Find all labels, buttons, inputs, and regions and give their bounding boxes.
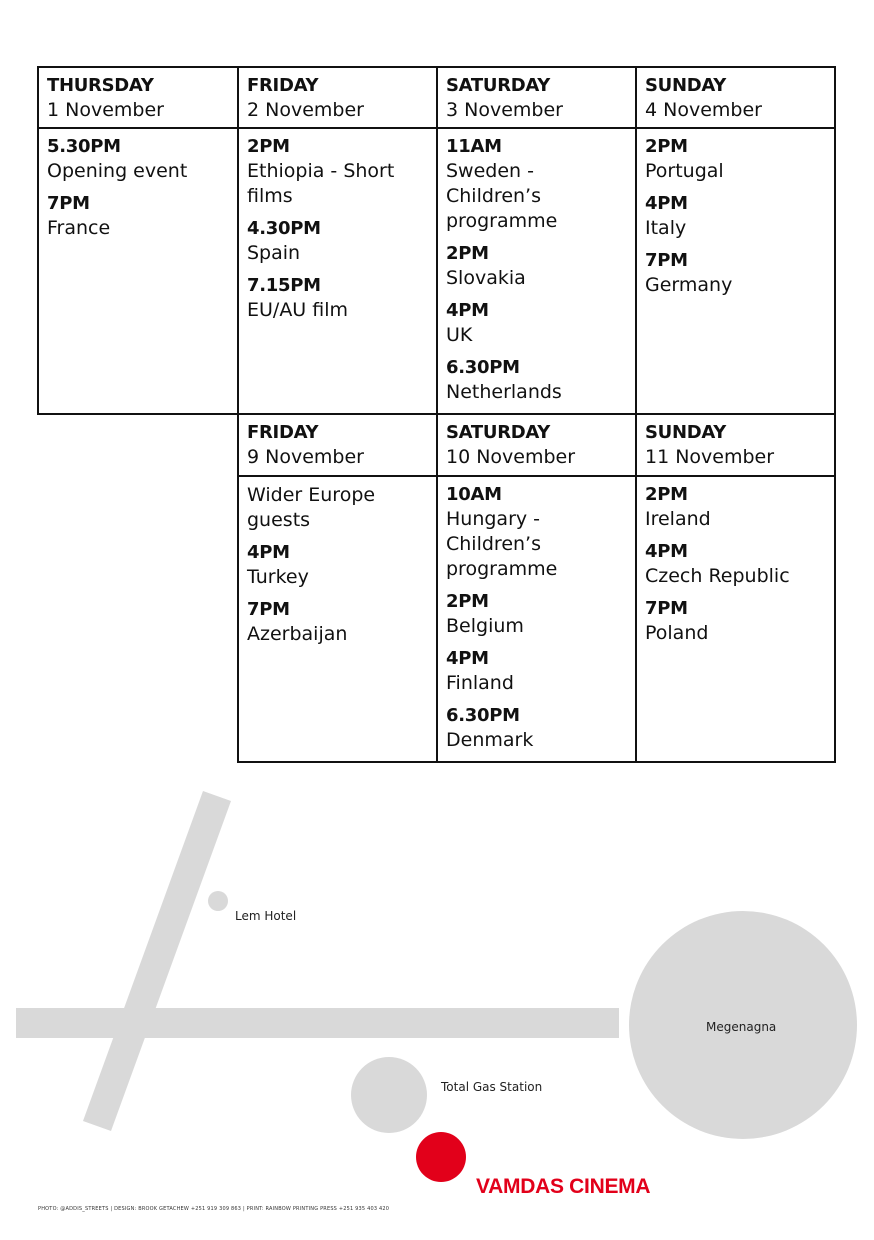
event-time: 7PM — [247, 599, 290, 620]
event-title: Turkey — [247, 566, 309, 588]
gas-station-label: Total Gas Station — [441, 1080, 543, 1094]
event-title: Hungary - Children’s programme — [446, 508, 558, 580]
event-time: 4PM — [645, 541, 688, 562]
event-time: 2PM — [645, 136, 688, 157]
lem-hotel-label: Lem Hotel — [235, 909, 297, 923]
event-time: 5.30PM — [47, 136, 121, 157]
gas-station-marker — [351, 1057, 427, 1133]
day-name: SUNDAY — [645, 75, 727, 96]
event-title: Opening event — [47, 160, 188, 182]
megenagna-label: Megenagna — [706, 1020, 777, 1034]
event-title: Denmark — [446, 729, 534, 751]
event-title: UK — [446, 324, 473, 346]
event-title: Ethiopia - Short films — [247, 160, 395, 207]
event-time: 6.30PM — [446, 357, 520, 378]
day-name: SATURDAY — [446, 422, 551, 443]
event-time: 7PM — [645, 250, 688, 271]
event-time: 7.15PM — [247, 275, 321, 296]
event-title: Italy — [645, 217, 687, 239]
diagonal-road — [83, 791, 231, 1131]
event-time: 10AM — [446, 484, 502, 505]
day-date: 1 November — [47, 99, 164, 121]
event-title: France — [47, 217, 111, 239]
day-date: 11 November — [645, 446, 775, 468]
event-title: EU/AU film — [247, 299, 349, 321]
day-date: 9 November — [247, 446, 364, 468]
event-time: 11AM — [446, 136, 502, 157]
event-time: 2PM — [645, 484, 688, 505]
event-title: Czech Republic — [645, 565, 790, 587]
event-title: Finland — [446, 672, 514, 694]
event-time: 4PM — [247, 542, 290, 563]
venue-name: VAMDAS CINEMA — [476, 1175, 651, 1198]
event-time: 7PM — [645, 598, 688, 619]
event-time: 6.30PM — [446, 705, 520, 726]
event-title: Azerbaijan — [247, 623, 348, 645]
event-time: 4PM — [446, 300, 489, 321]
event-title: Germany — [645, 274, 733, 296]
event-time: 4PM — [446, 648, 489, 669]
day-date: 2 November — [247, 99, 364, 121]
day-name: SUNDAY — [645, 422, 727, 443]
day-date: 10 November — [446, 446, 576, 468]
day-name: THURSDAY — [47, 75, 154, 96]
event-time: 2PM — [446, 591, 489, 612]
event-title: Belgium — [446, 615, 524, 637]
event-time: 4.30PM — [247, 218, 321, 239]
day-name: SATURDAY — [446, 75, 551, 96]
lem-hotel-marker — [208, 891, 228, 911]
horizontal-road — [16, 1008, 619, 1038]
event-title: Poland — [645, 622, 709, 644]
event-time: 7PM — [47, 193, 90, 214]
day-name: FRIDAY — [247, 422, 319, 443]
day-name: FRIDAY — [247, 75, 319, 96]
credits-line: PHOTO: @ADDIS_STREETS | DESIGN: BROOK GETACHEW +251 919 309 863 | PRINT: RAINBOW PRINTING PRESS +251 935 403 420 — [38, 1206, 390, 1212]
event-title: Ireland — [645, 508, 711, 530]
event-time: 4PM — [645, 193, 688, 214]
event-title: Netherlands — [446, 381, 562, 403]
event-time: 2PM — [247, 136, 290, 157]
event-time: 2PM — [446, 243, 489, 264]
event-title: Portugal — [645, 160, 724, 182]
event-title: Slovakia — [446, 267, 526, 289]
day-date: 3 November — [446, 99, 563, 121]
event-title: Sweden - Children’s programme — [446, 160, 558, 232]
event-title: Wider Europe guests — [247, 484, 376, 531]
day-date: 4 November — [645, 99, 762, 121]
event-title: Spain — [247, 242, 301, 264]
venue-marker — [416, 1132, 466, 1182]
